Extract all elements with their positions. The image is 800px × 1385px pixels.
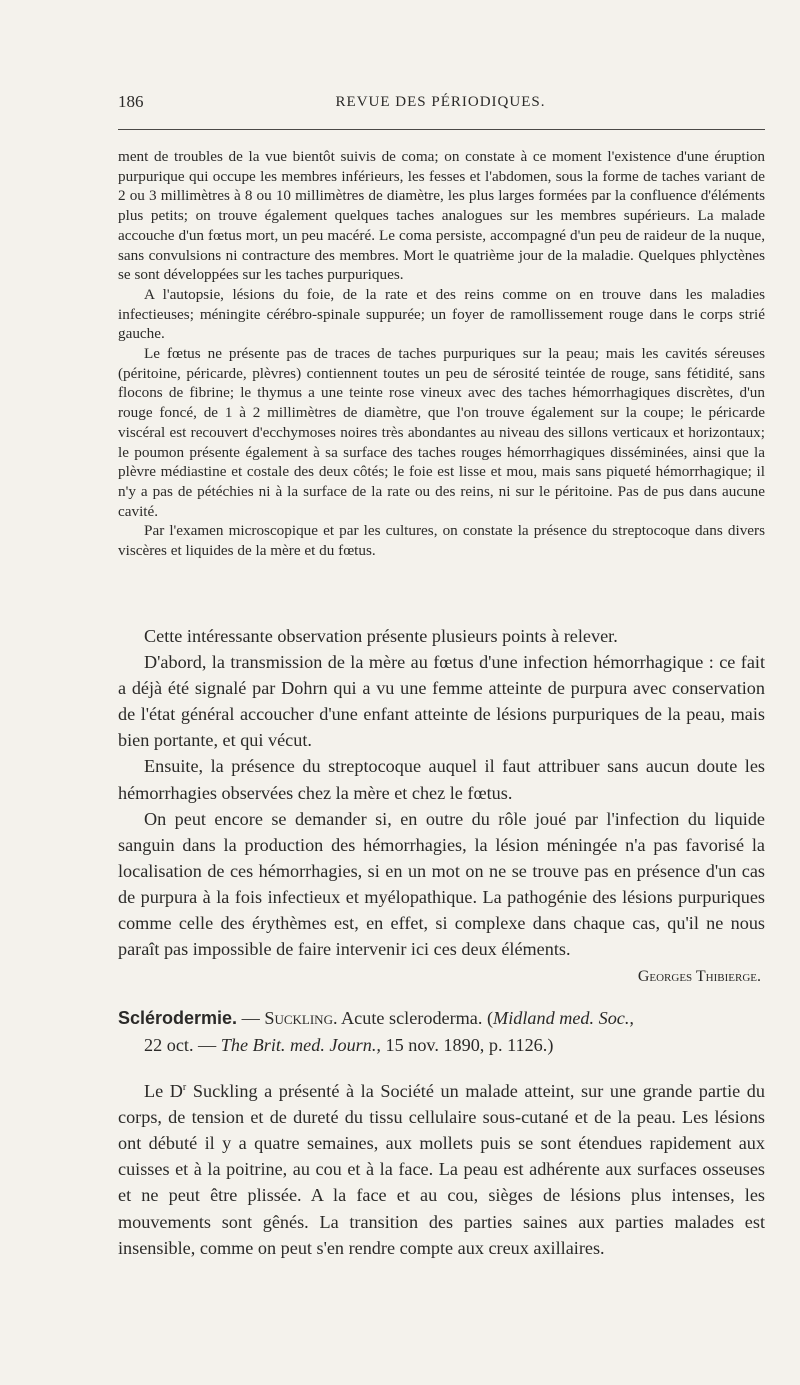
article-paragraph: [118, 1075, 765, 1261]
paragraph-start: Le D: [144, 1081, 183, 1102]
page-header: [118, 92, 763, 116]
heading-dash: —: [237, 1008, 265, 1028]
commentary-paragraph: Ensuite, la présence du streptocoque auquel il faut attribuer sans aucun doute les hémorrhagies observées chez la mère et chez le fœtus.: [118, 756, 765, 803]
running-head: REVUE DES PÉRIODIQUES.: [335, 94, 546, 110]
article-topic: Sclérodermie.: [118, 1008, 238, 1028]
case-paragraph: ment de troubles de la vue bientôt suivis de coma; on constate à ce moment l'existence d'une éruption purpurique qui occupe les membres inférieurs, les fesses et l'abdomen, sous la forme de taches variant de 2 ou 3 millimètres à 8 ou 10 millimètres de diamètre, les plus larges formées par la confluence d'éléments plus petits; on trouve également quelques taches analogues sur les membres supérieurs. La malade accouche d'un fœtus mort, un peu macéré. Le coma persiste, accompagné d'un peu de raideur de la nuque, sans convulsions ni contracture des membres. Mort le quatrième jour de la maladie. Quelques phlyctènes se sont développées sur les taches purpuriques.: [118, 148, 765, 284]
case-paragraph: Par l'examen microscopique et par les cultures, on constate la présence du streptocoque dans divers viscères et liquides de la mère et du fœtus.: [118, 522, 765, 560]
article-title: Acute scleroderma. (: [337, 1008, 494, 1028]
journal-citation: 15 nov. 1890, p. 1126.): [380, 1034, 554, 1055]
case-report-text: [118, 147, 765, 561]
case-paragraph: Le fœtus ne présente pas de traces de taches purpuriques sur la peau; mais les cavités séreuses (péritoine, péricarde, plèvres) contiennent toutes un peu de sérosité teintée de rouge, sans fétidité, sans flocons de fibrine; le thymus a une teinte rose vineux avec des taches hémorrhagiques discrètes, d'un rouge foncé, de 1 à 2 millimètres de diamètre, que l'on trouve également sur la coupe; le péricarde viscéral est recouvert d'ecchymoses noires très abondantes au niveau des sillons verticaux et horizontaux; le poumon présente également à sa surface des taches rouges hémorrhagiques disséminées, ainsi que la plèvre médiastine et costale des deux côtés; le foie est lisse et mou, mais sans piqueté hémorrhagique; il n'y a pas de pétéchies ni à la surface de la rate ou des reins, ni sur le péritoine. Pas de pus dans aucune cavité.: [118, 345, 765, 520]
article-text: [118, 1075, 765, 1261]
journal-name-2: The Brit. med. Journ.,: [220, 1034, 381, 1055]
commentary-paragraph: Cette intéressante observation présente plusieurs points à relever.: [144, 626, 618, 646]
commentary-paragraph: D'abord, la transmission de la mère au fœtus d'une infection hémorrhagique : ce fait a déjà été signalé par Dohrn qui a vu une femme atteinte de purpura avec conservation de l'état général accoucher d'une enfant atteinte de lésions purpuriques de la peau, mais bien portante, et qui vécut.: [118, 652, 765, 751]
header-rule: [118, 129, 765, 130]
case-paragraph: A l'autopsie, lésions du foie, de la rate et des reins comme on en trouve dans les maladies infectieuses; méningite cérébro-spinale suppurée; un foyer de ramollissement rouge dans le corps strié gauche.: [118, 285, 765, 343]
journal-date: 22 oct. —: [144, 1034, 221, 1055]
commentary-paragraph: On peut encore se demander si, en outre du rôle joué par l'infection du liquide sanguin dans la production des hémorrhagies, la lésion méningée n'a pas favorisé la localisation de ces hémorrhagies, si en un mot on ne se trouve pas en présence d'un cas de purpura à la fois infectieux et myélopathique. La pathogénie des lésions purpuriques comme celle des érythèmes est, en effet, si complexe dans chaque cas, qu'il ne nous paraît pas impossible de faire intervenir ici ces deux éléments.: [118, 808, 765, 960]
author-signature: Georges Thibierge.: [637, 968, 761, 986]
journal-name: Midland med. Soc.,: [493, 1008, 634, 1028]
superscript: r: [182, 1082, 187, 1093]
page-number: 186: [118, 92, 144, 111]
article-author: Suckling.: [264, 1008, 338, 1028]
commentary-text: [118, 623, 765, 990]
article-heading: [118, 1005, 765, 1058]
paragraph-rest: Suckling a présenté à la Société un malade atteint, sur une grande partie du corps, de tension et de dureté du tissu cellulaire sous-cutané et de la peau. Les lésions ont débuté il y a quatre semaines, aux mollets puis se sont étendues rapidement aux cuisses et à la poitrine, au cou et à la face. La peau est adhérente aux surfaces osseuses et ne peut être plissée. A la face et au cou, sièges de lésions plus intenses, les mouvements sont gênés. La transition des parties saines aux parties malades est insensible, comme on peut s'en rendre compte aux creux axillaires.: [118, 1081, 765, 1258]
